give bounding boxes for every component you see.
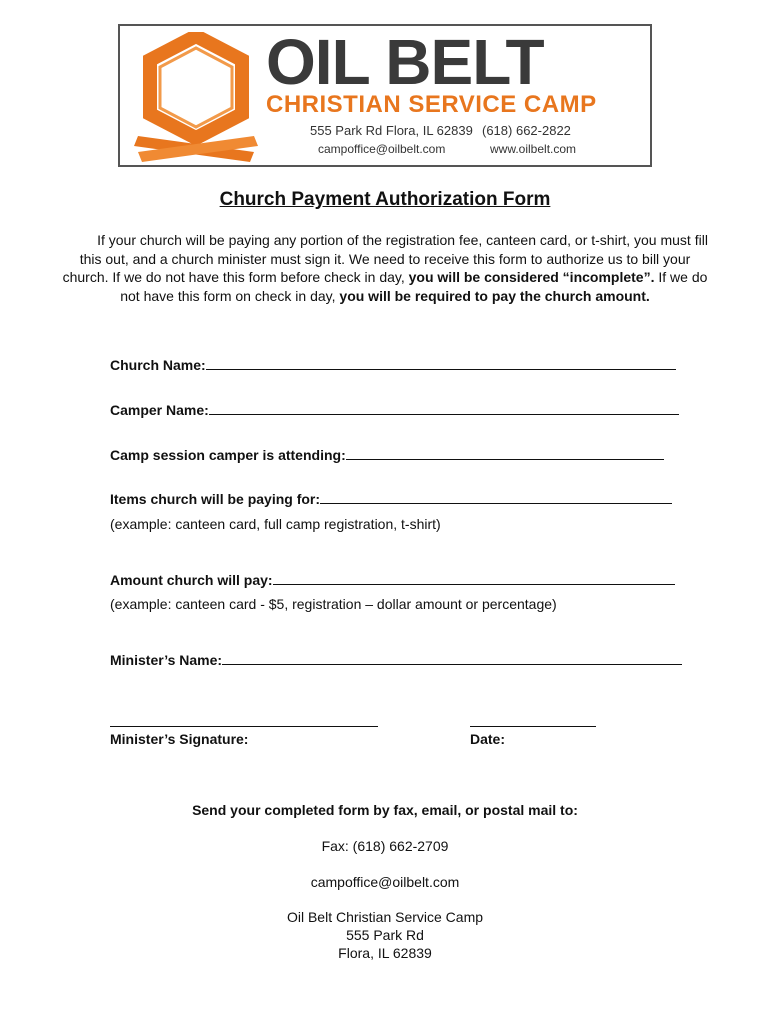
- camp-session-field[interactable]: Camp session camper is attending:: [110, 445, 664, 463]
- date-line[interactable]: [470, 726, 596, 727]
- ministers-name-field[interactable]: Minister’s Name:: [110, 650, 682, 668]
- signature-label: Minister’s Signature:: [110, 731, 249, 747]
- camp-website: www.oilbelt.com: [490, 142, 577, 156]
- church-name-field[interactable]: Church Name:: [110, 355, 676, 373]
- brand-subtitle: CHRISTIAN SERVICE CAMP: [266, 91, 597, 118]
- send-heading: Send your completed form by fax, email, or postal mail to:: [192, 802, 578, 818]
- mailing-street: 555 Park Rd: [346, 927, 424, 943]
- camp-email: campoffice@oilbelt.com: [318, 142, 446, 156]
- date-label: Date:: [470, 731, 506, 747]
- items-paying-field[interactable]: Items church will be paying for:: [110, 489, 672, 507]
- mailing-city: Flora, IL 62839: [338, 945, 432, 961]
- amount-example: (example: canteen card - $5, registration – dollar amount or percentage): [110, 596, 557, 612]
- mailing-name: Oil Belt Christian Service Camp: [286, 909, 484, 925]
- intro-paragraph: If your church will be paying any portion of the registration fee, canteen card, or t-shirt, you must fill this out, and a church minister must sign it. We need to receive this form to authorize us to bill your church. If we do not have this form before check in day, you will be considered “incomplete”. If we do not have this form on check in day, you will be required to pay the church amount.: [62, 232, 708, 304]
- contact-email: campoffice@oilbelt.com: [310, 874, 460, 890]
- amount-field[interactable]: Amount church will pay:: [110, 570, 675, 588]
- hexagon-logo-icon: [130, 32, 262, 162]
- items-example: (example: canteen card, full camp registration, t-shirt): [110, 516, 441, 532]
- camp-logo: [118, 24, 652, 167]
- form-title: Church Payment Authorization Form: [219, 189, 551, 210]
- camp-phone: (618) 662-2822: [482, 123, 571, 138]
- fax-number: Fax: (618) 662-2709: [321, 838, 449, 854]
- camper-name-field[interactable]: Camper Name:: [110, 400, 679, 418]
- camp-address: 555 Park Rd Flora, IL 62839: [310, 123, 473, 138]
- signature-line[interactable]: [110, 726, 378, 727]
- brand-name: OIL BELT: [266, 26, 544, 98]
